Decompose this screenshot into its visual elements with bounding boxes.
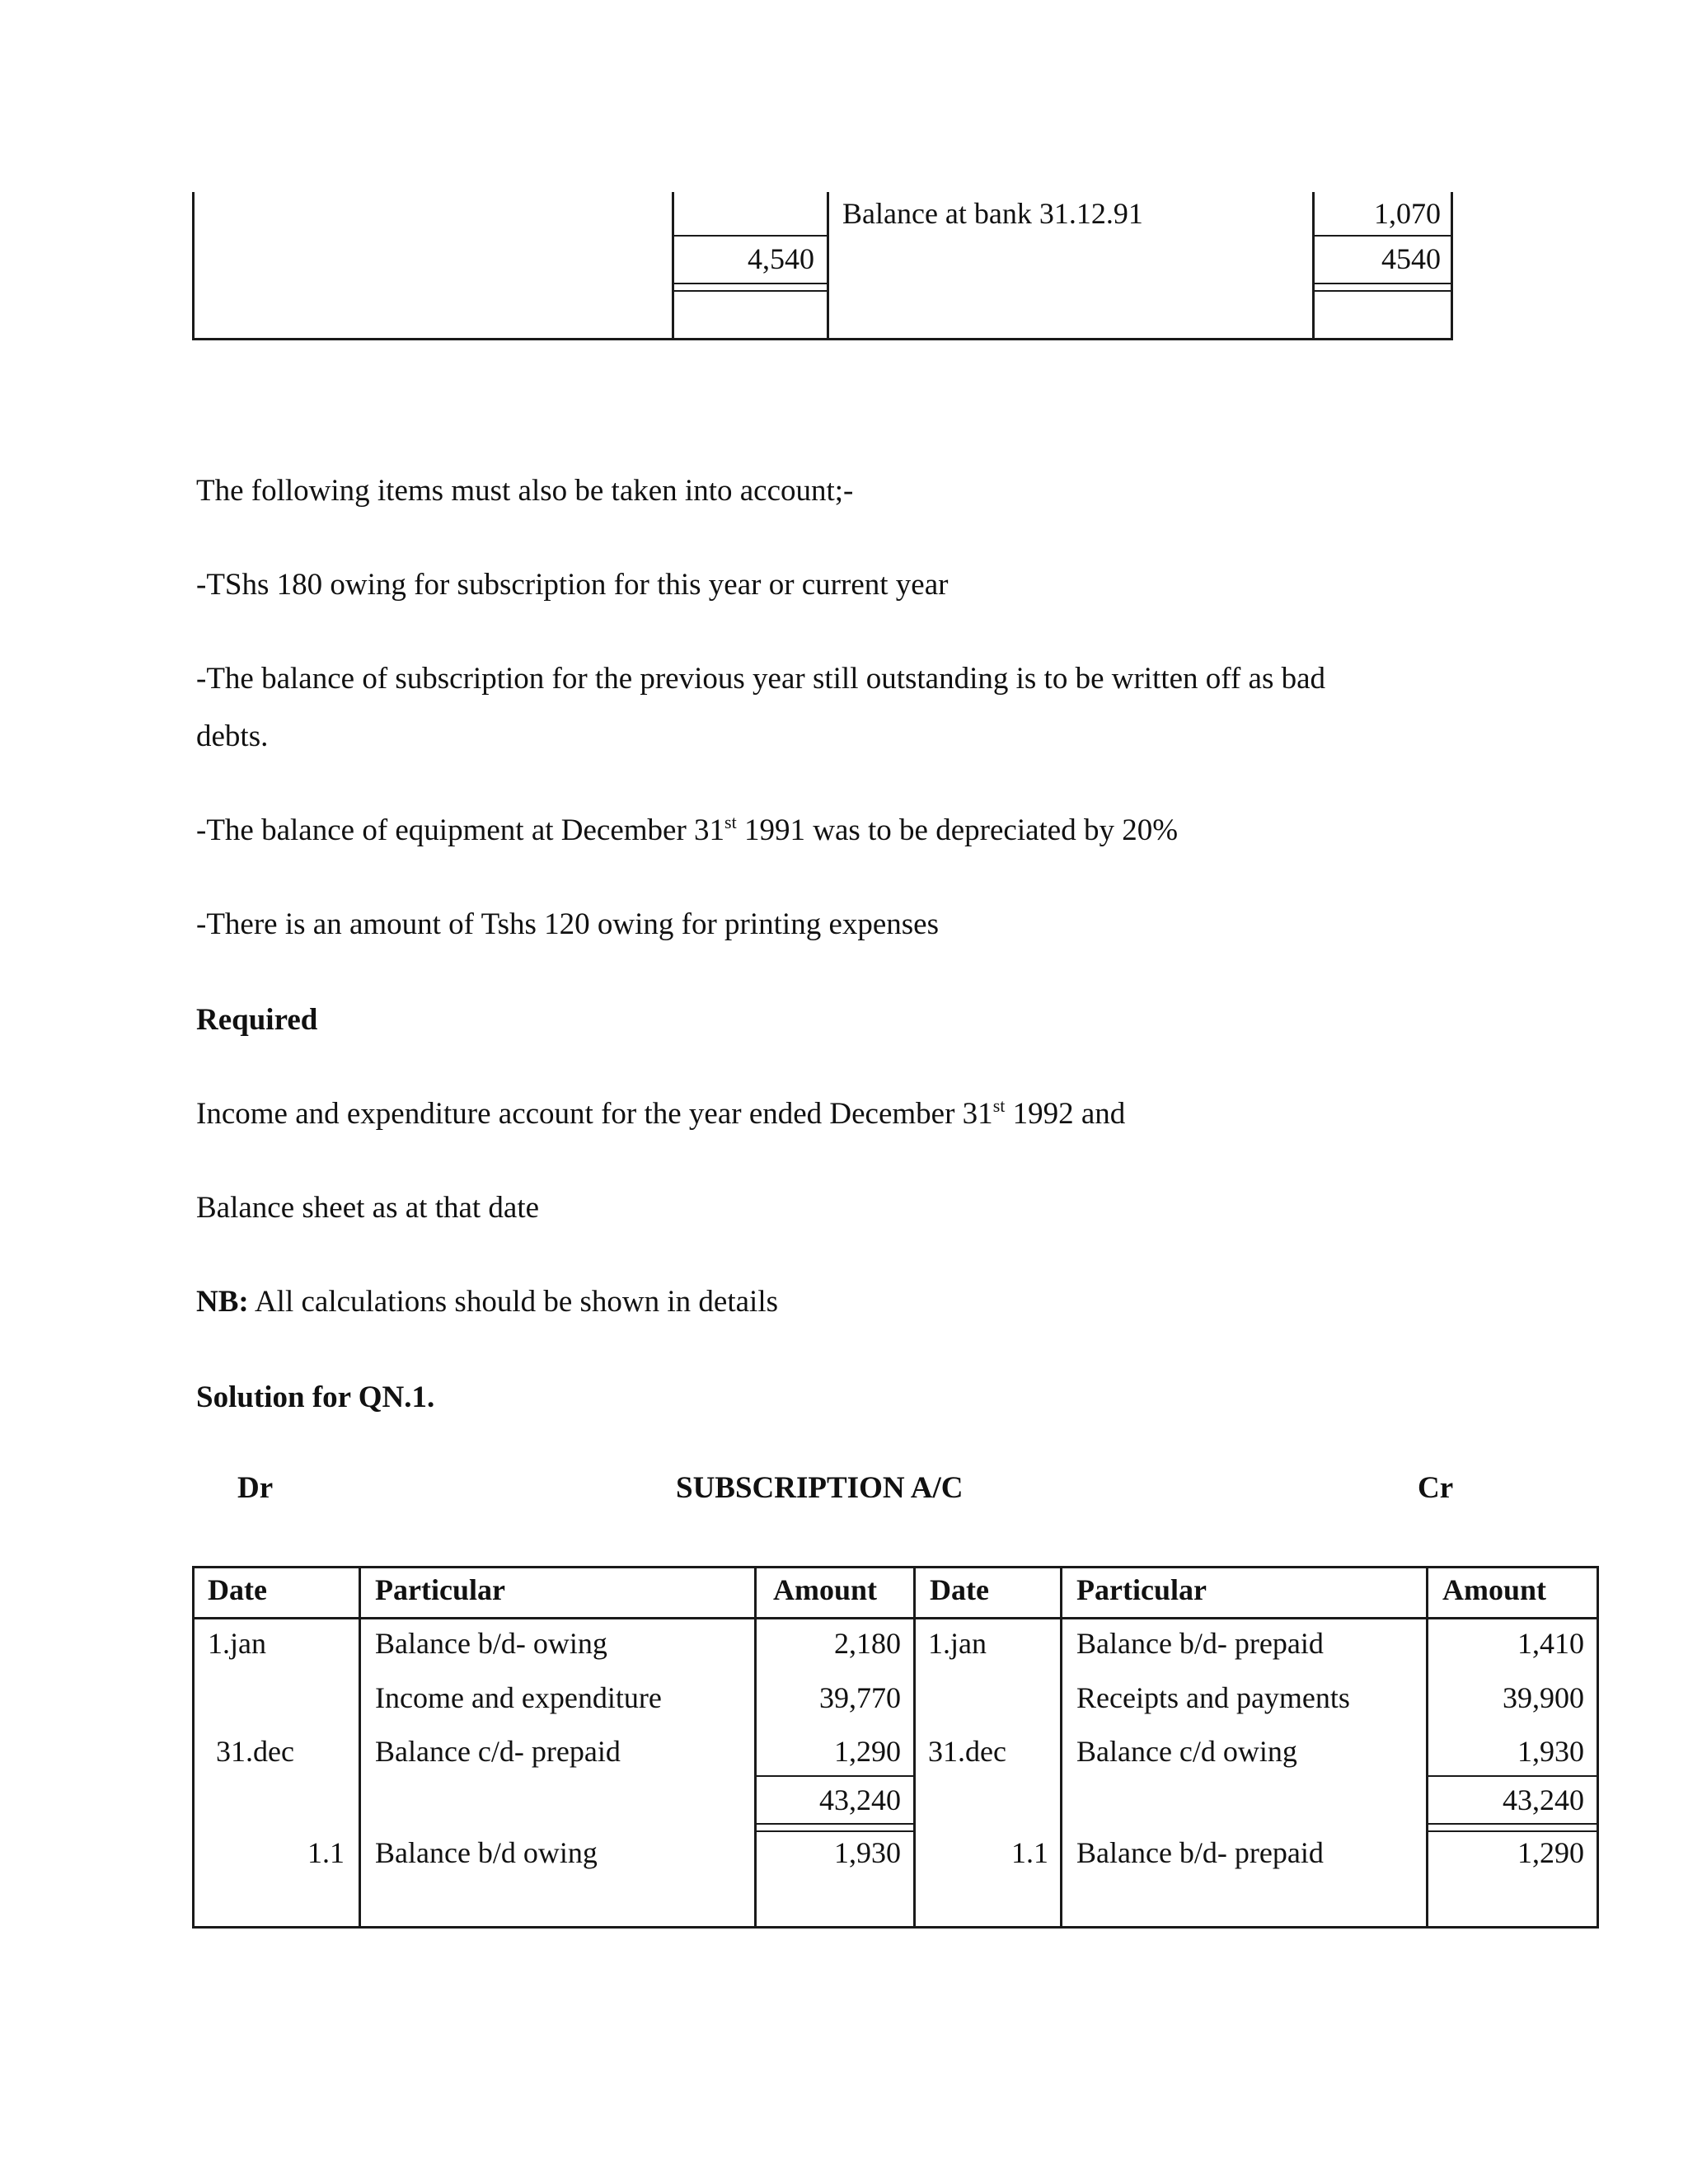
bd-particular-right: Balance b/d- prepaid bbox=[1076, 1836, 1324, 1869]
item-equipment-text-pre: -The balance of equipment at December 31 bbox=[196, 813, 725, 847]
bd-particular-left: Balance b/d owing bbox=[375, 1836, 598, 1869]
row3-date-right: 31.dec bbox=[928, 1735, 1006, 1768]
nb-label: NB: bbox=[196, 1285, 249, 1319]
top-row2-amount-left: 4,540 bbox=[748, 242, 814, 275]
header-particular-right: Particular bbox=[1076, 1573, 1207, 1606]
row1-amount-left: 2,180 bbox=[834, 1627, 901, 1660]
header-amount-right: Amount bbox=[1442, 1573, 1547, 1606]
row3-amount-right: 1,930 bbox=[1517, 1735, 1584, 1768]
total-amount-left: 43,240 bbox=[819, 1783, 901, 1816]
row1-amount-right: 1,410 bbox=[1517, 1627, 1584, 1660]
header-amount-left: Amount bbox=[773, 1573, 878, 1606]
top-row1-amount-right: 1,070 bbox=[1374, 197, 1441, 230]
item-equipment-depreciation bbox=[196, 813, 1178, 849]
row1-date-right: 1.jan bbox=[928, 1627, 987, 1660]
total-amount-right: 43,240 bbox=[1503, 1783, 1584, 1816]
row2-amount-right: 39,900 bbox=[1503, 1681, 1584, 1714]
bd-amount-right: 1,290 bbox=[1517, 1836, 1584, 1869]
row3-amount-left: 1,290 bbox=[834, 1735, 901, 1768]
bd-date-right: 1.1 bbox=[1011, 1836, 1048, 1869]
row3-particular-left: Balance c/d- prepaid bbox=[375, 1735, 621, 1768]
account-title: SUBSCRIPTION A/C bbox=[676, 1471, 964, 1505]
bd-amount-left: 1,930 bbox=[834, 1836, 901, 1869]
top-row2-amount-right: 4540 bbox=[1381, 242, 1441, 275]
row1-particular-left: Balance b/d- owing bbox=[375, 1627, 607, 1660]
item-printing-expenses: -There is an amount of Tshs 120 owing for printing expenses bbox=[196, 907, 940, 941]
row3-date-left: 31.dec bbox=[216, 1735, 294, 1768]
item-previous-subscription-line2: debts. bbox=[196, 719, 269, 753]
item-equipment-sup: st bbox=[724, 812, 737, 832]
nb-text: All calculations should be shown in details bbox=[248, 1285, 779, 1319]
row3-particular-right: Balance c/d owing bbox=[1076, 1735, 1297, 1768]
item-previous-subscription-line1: -The balance of subscription for the previous year still outstanding is to be written off as bad bbox=[196, 662, 1326, 696]
row2-amount-left: 39,770 bbox=[819, 1681, 901, 1714]
header-particular-left: Particular bbox=[375, 1573, 505, 1606]
required-income-expenditure bbox=[196, 1096, 1125, 1132]
required-ie-sup: st bbox=[992, 1095, 1006, 1116]
row2-particular-right: Receipts and payments bbox=[1076, 1681, 1350, 1714]
row1-date-left: 1.jan bbox=[208, 1627, 266, 1660]
required-ie-text-post: 1992 and bbox=[1005, 1097, 1126, 1131]
required-heading: Required bbox=[196, 1003, 318, 1037]
header-date-right: Date bbox=[930, 1573, 989, 1606]
top-row1-particular: Balance at bank 31.12.91 bbox=[842, 197, 1143, 230]
solution-heading: Solution for QN.1. bbox=[196, 1380, 435, 1414]
dr-label: Dr bbox=[237, 1471, 274, 1505]
item-equipment-text-post: 1991 was to be depreciated by 20% bbox=[736, 813, 1179, 847]
required-ie-text-pre: Income and expenditure account for the year ended December 31 bbox=[196, 1097, 993, 1131]
bd-date-left: 1.1 bbox=[307, 1836, 345, 1869]
row1-particular-right: Balance b/d- prepaid bbox=[1076, 1627, 1324, 1660]
cr-label: Cr bbox=[1418, 1471, 1454, 1505]
header-date-left: Date bbox=[208, 1573, 267, 1606]
nb-note bbox=[196, 1284, 778, 1320]
required-balance-sheet: Balance sheet as at that date bbox=[196, 1191, 540, 1225]
item-owing-subscription: -TShs 180 owing for subscription for this year or current year bbox=[196, 568, 949, 602]
row2-particular-left: Income and expenditure bbox=[375, 1681, 662, 1714]
intro-text: The following items must also be taken into account;- bbox=[196, 474, 854, 508]
